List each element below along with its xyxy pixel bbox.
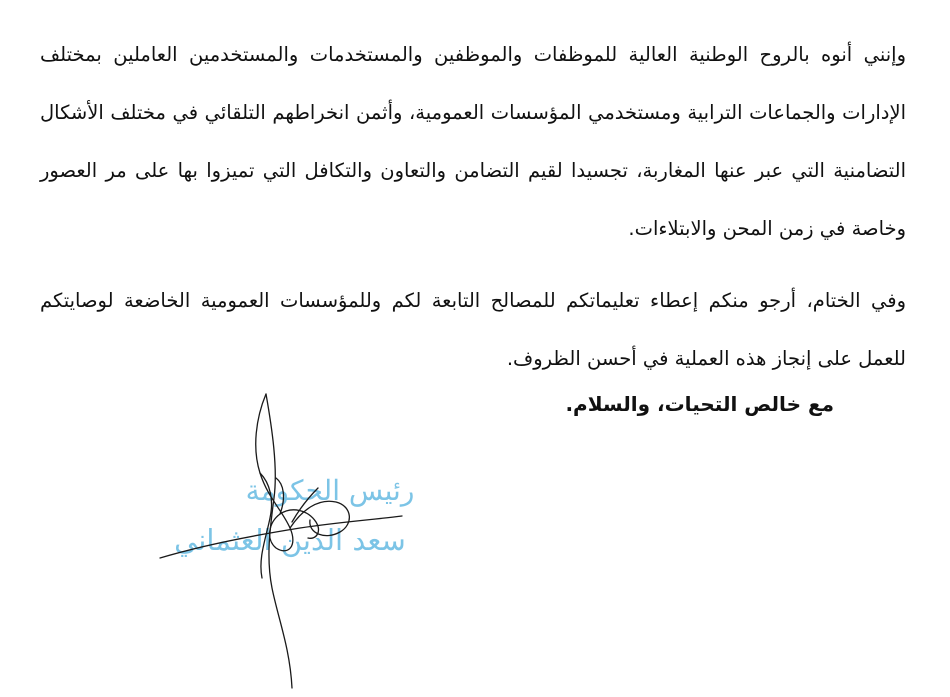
signature-stamp bbox=[140, 388, 420, 693]
paragraph-1: وإنني أنوه بالروح الوطنية العالية للموظفات والموظفين والمستخدمات والمستخدمين العاملين بمختلف الإدارات والجماعات الترابية ومستخدمي المؤسسات العمومية، وأثمن انخراطهم التلقائي في مختلف الأشكال التضامنية التي عبر عنها المغاربة، تجسيدا لقيم التضامن والتعاون والتكافل التي تميزوا بها على مر العصور وخاصة في زمن المحن والابتلاءات. bbox=[40, 43, 906, 240]
closing-salutation: مع خالص التحيات، والسلام. bbox=[565, 392, 834, 416]
stamp-name: سعد الدين العثماني bbox=[174, 523, 406, 557]
signature-block bbox=[140, 388, 420, 693]
paragraph-2: وفي الختام، أرجو منكم إعطاء تعليماتكم للمصالح التابعة لكم وللمؤسسات العمومية الخاضعة لوصايتكم للعمل على إنجاز هذه العملية في أحسن الظروف. bbox=[40, 289, 906, 370]
letter-body bbox=[40, 26, 906, 388]
stamp-title: رئيس الحكومة bbox=[245, 474, 415, 507]
